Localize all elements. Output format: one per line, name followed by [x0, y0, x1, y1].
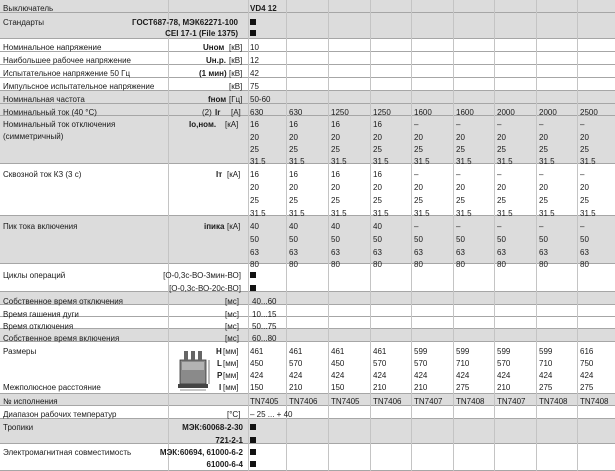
- column-divider: [577, 0, 578, 471]
- voltage-symbol: Uн.р.: [206, 56, 226, 65]
- value-cell: 599: [414, 347, 428, 356]
- column-divider: [168, 0, 169, 471]
- voltage-value: 12: [250, 56, 259, 65]
- value-cell: TN7406: [373, 397, 402, 406]
- value-cell: 31.5: [497, 209, 513, 218]
- value-cell: 424: [456, 371, 470, 380]
- value-cell: 20: [456, 133, 465, 142]
- time-unit: [мс]: [225, 310, 239, 319]
- value-cell: 25: [373, 145, 382, 154]
- value-cell: 31.5: [414, 157, 430, 166]
- tropical-label: Тропики: [3, 423, 34, 432]
- value-cell: 16: [331, 170, 340, 179]
- value-cell: 50: [250, 235, 259, 244]
- row-band: [0, 164, 615, 216]
- value-cell: 31.5: [497, 157, 513, 166]
- value-cell: 16: [289, 120, 298, 129]
- temperature-value: – 25 ... + 40: [250, 410, 293, 419]
- value-cell: 50: [414, 235, 423, 244]
- value-cell: 20: [331, 183, 340, 192]
- value-cell: 1600: [414, 108, 432, 117]
- value-cell: 40: [289, 222, 298, 231]
- value-cell: –: [414, 222, 419, 231]
- value-cell: 210: [289, 383, 303, 392]
- value-cell: 275: [580, 383, 594, 392]
- value-cell: 630: [289, 108, 303, 117]
- value-cell: 424: [414, 371, 428, 380]
- value-cell: 31.5: [373, 209, 389, 218]
- header-label: Выключатель: [3, 4, 54, 13]
- value-cell: 150: [331, 383, 345, 392]
- value-cell: 25: [497, 196, 506, 205]
- value-cell: 63: [456, 248, 465, 257]
- cycle-option: [О-0,3с-ВО-20с-ВО]: [169, 284, 241, 293]
- value-cell: –: [414, 120, 419, 129]
- breaking-label-sub: (симметричный): [3, 132, 64, 141]
- dimension-symbol: L: [217, 359, 222, 368]
- value-cell: 16: [289, 170, 298, 179]
- value-cell: 40: [250, 222, 259, 231]
- value-cell: 150: [250, 383, 264, 392]
- value-cell: 20: [373, 133, 382, 142]
- value-cell: 25: [373, 196, 382, 205]
- value-cell: 40: [373, 222, 382, 231]
- voltage-symbol: (1 мин): [199, 69, 227, 78]
- temperature-unit: [°С]: [227, 410, 241, 419]
- cycles-label: Циклы операций: [3, 271, 66, 280]
- dimension-unit: [мм]: [223, 359, 239, 368]
- value-cell: 31.5: [250, 209, 266, 218]
- value-cell: 31.5: [373, 157, 389, 166]
- time-unit: [мс]: [225, 334, 239, 343]
- value-cell: 570: [497, 359, 511, 368]
- value-cell: TN7405: [331, 397, 360, 406]
- value-cell: 750: [580, 359, 594, 368]
- emc-standard: 61000-6-4: [206, 460, 243, 469]
- value-cell: 80: [289, 260, 298, 269]
- value-cell: 2500: [580, 108, 598, 117]
- check-mark: [250, 424, 256, 430]
- value-cell: 31.5: [580, 157, 596, 166]
- value-cell: 31.5: [414, 209, 430, 218]
- value-cell: 210: [414, 383, 428, 392]
- value-cell: 40: [331, 222, 340, 231]
- dimension-symbol: H: [216, 347, 222, 356]
- column-divider: [536, 0, 537, 471]
- value-cell: 80: [456, 260, 465, 269]
- voltage-unit: [Гц]: [229, 95, 243, 104]
- value-cell: 80: [250, 260, 259, 269]
- value-cell: 50: [373, 235, 382, 244]
- standards-label: Стандарты: [3, 18, 45, 27]
- value-cell: 20: [289, 133, 298, 142]
- value-cell: 63: [331, 248, 340, 257]
- value-cell: 50: [580, 235, 589, 244]
- value-cell: 710: [456, 359, 470, 368]
- value-cell: 20: [331, 133, 340, 142]
- value-cell: 710: [539, 359, 553, 368]
- standards-line2: CEI 17-1 (File 1375): [165, 29, 238, 38]
- check-mark: [250, 19, 256, 25]
- value-cell: 31.5: [456, 157, 472, 166]
- row-band: [0, 264, 615, 292]
- value-cell: –: [580, 222, 585, 231]
- value-cell: 1250: [373, 108, 391, 117]
- cycle-option: [О-0,3с-ВО-3мин-ВО]: [163, 271, 241, 280]
- value-cell: TN7408: [456, 397, 485, 406]
- value-cell: –: [497, 120, 502, 129]
- time-label: Время гашения дуги: [3, 310, 79, 319]
- value-cell: 25: [456, 196, 465, 205]
- rated-current-unit: [A]: [231, 108, 241, 117]
- value-cell: 20: [580, 183, 589, 192]
- value-cell: 16: [250, 170, 259, 179]
- value-cell: TN7408: [539, 397, 568, 406]
- value-cell: 31.5: [331, 209, 347, 218]
- value-cell: 25: [289, 145, 298, 154]
- value-cell: –: [539, 120, 544, 129]
- voltage-unit: [кВ]: [229, 69, 243, 78]
- value-cell: 20: [250, 133, 259, 142]
- breaking-symbol: Io,ном.: [189, 120, 217, 129]
- time-label: Собственное время отключения: [3, 297, 124, 306]
- dimension-unit: [мм]: [223, 371, 239, 380]
- check-mark: [250, 272, 256, 278]
- standards-line1: ГОСТ687-78, МЭК62271-100: [132, 18, 238, 27]
- value-cell: 20: [497, 133, 506, 142]
- value-cell: 20: [289, 183, 298, 192]
- value-cell: 25: [456, 145, 465, 154]
- value-cell: 25: [250, 196, 259, 205]
- rated-current-prefix: (2): [202, 108, 212, 117]
- voltage-unit: [кВ]: [229, 43, 243, 52]
- rated-current-label: Номинальный ток (40 °С): [3, 108, 97, 117]
- value-cell: 570: [373, 359, 387, 368]
- row-band: [0, 419, 615, 444]
- voltage-value: 75: [250, 82, 259, 91]
- value-cell: 461: [373, 347, 387, 356]
- check-mark: [250, 461, 256, 467]
- value-cell: 31.5: [331, 157, 347, 166]
- value-cell: 25: [414, 145, 423, 154]
- value-cell: 31.5: [580, 209, 596, 218]
- value-cell: 50: [456, 235, 465, 244]
- value-cell: TN7405: [250, 397, 279, 406]
- value-cell: –: [414, 170, 419, 179]
- value-cell: –: [539, 222, 544, 231]
- value-cell: 599: [497, 347, 511, 356]
- value-cell: 16: [373, 120, 382, 129]
- value-cell: 80: [580, 260, 589, 269]
- value-cell: 570: [414, 359, 428, 368]
- making-unit: [кА]: [227, 222, 241, 231]
- time-label: Время отключения: [3, 322, 74, 331]
- value-cell: 25: [580, 145, 589, 154]
- temperature-label: Диапазон рабочих температур: [3, 410, 117, 419]
- time-value: 40...60: [252, 297, 277, 306]
- column-divider: [370, 0, 371, 471]
- voltage-label: Наибольшее рабочее напряжение: [3, 56, 131, 65]
- voltage-value: 50-60: [250, 95, 271, 104]
- tropical-standard: МЭК:60068-2-30: [182, 423, 243, 432]
- value-cell: 424: [539, 371, 553, 380]
- value-cell: 16: [250, 120, 259, 129]
- value-cell: 461: [250, 347, 264, 356]
- time-unit: [мс]: [225, 322, 239, 331]
- value-cell: 80: [414, 260, 423, 269]
- check-mark: [250, 437, 256, 443]
- value-cell: 461: [289, 347, 303, 356]
- value-cell: 25: [331, 145, 340, 154]
- value-cell: 25: [539, 196, 548, 205]
- value-cell: 25: [414, 196, 423, 205]
- value-cell: –: [456, 170, 461, 179]
- value-cell: 31.5: [289, 157, 305, 166]
- value-cell: 20: [539, 183, 548, 192]
- tropical-standard: 721-2-1: [215, 436, 243, 445]
- time-value: 60...80: [252, 334, 277, 343]
- value-cell: 461: [331, 347, 345, 356]
- column-divider: [494, 0, 495, 471]
- pole-distance-label: Межполюсное расстояние: [3, 383, 101, 392]
- value-cell: 25: [289, 196, 298, 205]
- value-cell: 63: [497, 248, 506, 257]
- value-cell: 63: [580, 248, 589, 257]
- voltage-value: 10: [250, 43, 259, 52]
- voltage-unit: [кВ]: [229, 82, 243, 91]
- value-cell: 424: [580, 371, 594, 380]
- value-cell: 80: [539, 260, 548, 269]
- short-time-label: Сквозной ток КЗ (3 с): [3, 170, 82, 179]
- check-mark: [250, 30, 256, 36]
- value-cell: 25: [250, 145, 259, 154]
- value-cell: 50: [497, 235, 506, 244]
- value-cell: 63: [289, 248, 298, 257]
- dimension-unit: [мм]: [223, 383, 239, 392]
- value-cell: 616: [580, 347, 594, 356]
- value-cell: 20: [250, 183, 259, 192]
- value-cell: TN7407: [414, 397, 443, 406]
- voltage-label: Импульсное испытательное напряжение: [3, 82, 155, 91]
- time-value: 10...15: [252, 310, 277, 319]
- rated-current-symbol: Ir: [215, 108, 221, 117]
- value-cell: 1600: [456, 108, 474, 117]
- value-cell: 210: [497, 383, 511, 392]
- column-divider: [453, 0, 454, 471]
- value-cell: 275: [539, 383, 553, 392]
- voltage-label: Испытательное напряжение 50 Гц: [3, 69, 131, 78]
- value-cell: 80: [331, 260, 340, 269]
- value-cell: 424: [373, 371, 387, 380]
- value-cell: 31.5: [456, 209, 472, 218]
- value-cell: 630: [250, 108, 264, 117]
- column-divider: [286, 0, 287, 471]
- value-cell: 450: [250, 359, 264, 368]
- column-divider: [328, 0, 329, 471]
- value-cell: 424: [331, 371, 345, 380]
- time-value: 50...75: [252, 322, 277, 331]
- value-cell: 570: [289, 359, 303, 368]
- value-cell: 50: [289, 235, 298, 244]
- value-cell: 25: [497, 145, 506, 154]
- model-name: VD4 12: [250, 4, 277, 13]
- time-unit: [мс]: [225, 297, 239, 306]
- making-label: Пик тока включения: [3, 222, 78, 231]
- value-cell: 50: [331, 235, 340, 244]
- value-cell: TN7406: [289, 397, 318, 406]
- value-cell: –: [497, 222, 502, 231]
- making-symbol: iпика: [204, 222, 225, 231]
- voltage-unit: [кВ]: [229, 56, 243, 65]
- value-cell: 63: [414, 248, 423, 257]
- value-cell: –: [539, 170, 544, 179]
- value-cell: 20: [414, 183, 423, 192]
- column-divider: [411, 0, 412, 471]
- value-cell: 80: [497, 260, 506, 269]
- value-cell: TN7407: [497, 397, 526, 406]
- value-cell: 424: [289, 371, 303, 380]
- value-cell: 20: [373, 183, 382, 192]
- value-cell: 599: [539, 347, 553, 356]
- breaking-label: Номинальный ток отключения: [3, 120, 116, 129]
- value-cell: 50: [539, 235, 548, 244]
- short-time-symbol: Iт: [216, 170, 223, 179]
- value-cell: 80: [373, 260, 382, 269]
- value-cell: 31.5: [250, 157, 266, 166]
- time-label: Собственное время включения: [3, 334, 120, 343]
- value-cell: 275: [456, 383, 470, 392]
- voltage-symbol: fном: [208, 95, 227, 104]
- value-cell: 25: [539, 145, 548, 154]
- value-cell: –: [497, 170, 502, 179]
- value-cell: 20: [539, 133, 548, 142]
- value-cell: 424: [497, 371, 511, 380]
- dimension-symbol: I: [219, 383, 222, 392]
- check-mark: [250, 449, 256, 455]
- value-cell: 450: [331, 359, 345, 368]
- voltage-value: 42: [250, 69, 259, 78]
- column-divider: [248, 0, 249, 471]
- value-cell: 210: [373, 383, 387, 392]
- dimension-symbol: P: [217, 371, 223, 380]
- voltage-symbol: Uном: [203, 43, 225, 52]
- value-cell: 1250: [331, 108, 349, 117]
- value-cell: 2000: [539, 108, 557, 117]
- value-cell: 20: [580, 133, 589, 142]
- value-cell: TN7408: [580, 397, 609, 406]
- voltage-label: Номинальная частота: [3, 95, 85, 104]
- value-cell: –: [456, 120, 461, 129]
- value-cell: 2000: [497, 108, 515, 117]
- value-cell: 599: [456, 347, 470, 356]
- value-cell: 63: [250, 248, 259, 257]
- dimensions-label: Размеры: [3, 347, 37, 356]
- check-mark: [250, 285, 256, 291]
- value-cell: 20: [456, 183, 465, 192]
- value-cell: 16: [373, 170, 382, 179]
- value-cell: 63: [539, 248, 548, 257]
- row-band: [0, 216, 615, 264]
- value-cell: 16: [331, 120, 340, 129]
- value-cell: –: [456, 222, 461, 231]
- value-cell: 25: [331, 196, 340, 205]
- value-cell: 31.5: [539, 209, 555, 218]
- value-cell: 20: [497, 183, 506, 192]
- breaker-dimension-drawing: [176, 348, 212, 392]
- value-cell: 20: [414, 133, 423, 142]
- value-cell: 63: [373, 248, 382, 257]
- value-cell: –: [580, 170, 585, 179]
- value-cell: 31.5: [539, 157, 555, 166]
- value-cell: –: [580, 120, 585, 129]
- version-label: № исполнения: [3, 397, 58, 406]
- dimension-unit: [мм]: [223, 347, 239, 356]
- emc-standard: МЭК:60694, 61000-6-2: [159, 448, 243, 457]
- short-time-unit: [кА]: [227, 170, 241, 179]
- emc-label: Электромагнитная совместимость: [3, 448, 132, 457]
- value-cell: 31.5: [289, 209, 305, 218]
- value-cell: 25: [580, 196, 589, 205]
- row-band: [0, 13, 615, 39]
- value-cell: 424: [250, 371, 264, 380]
- voltage-label: Номинальное напряжение: [3, 43, 102, 52]
- breaking-unit: [кА]: [225, 120, 239, 129]
